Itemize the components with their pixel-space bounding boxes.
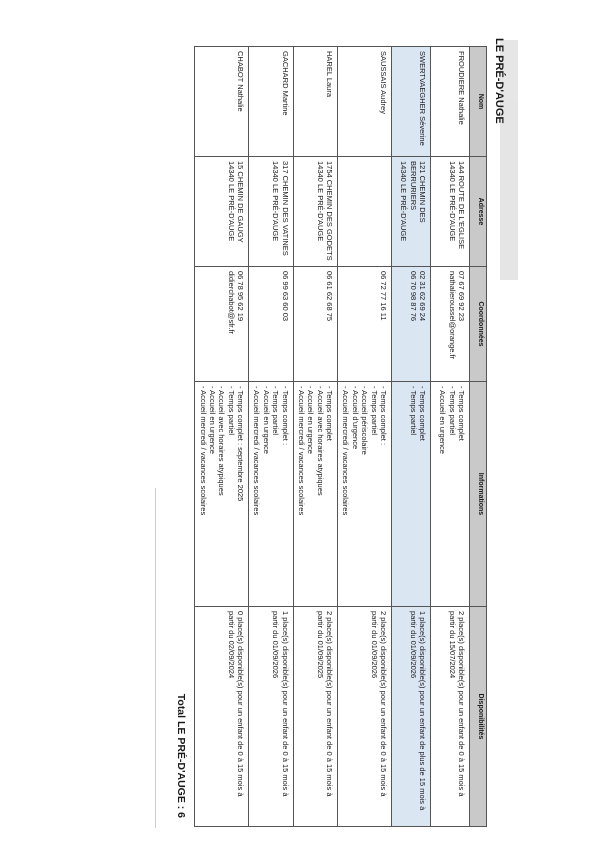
adresse-line: 14340 LE PRÉ-D'AUGE [399,161,409,242]
coordonnees-line: 06 99 63 60 03 [280,271,290,322]
table-row [293,47,338,827]
cell-informations [431,382,470,607]
informations-line: - Accueil mercredi / vacances scolaires [198,386,208,516]
coordonnees-line: 02 31 62 69 24 [418,271,427,322]
disponibilites-line: partir du 01/09/2026 [408,611,418,679]
cell-disponibilites [293,607,338,827]
disponibilites-line: 1 place(s) disponible(s) pour un enfant de plus de 15 mois à [418,611,427,811]
informations-line: - Accueil en urgence [208,386,217,454]
table-row [392,47,431,827]
cell-nom: SAUSSAIS Audrey [338,47,392,157]
adresse-line: 144 ROUTE DE L'EGLISE [457,161,466,250]
informations-line: - Temps complet : [280,386,290,446]
cell-informations [338,382,392,607]
informations-line: - Accueil mercredi / vacances scolaires [341,386,351,516]
disponibilites-line: 2 place(s) disponible(s) pour un enfant de 0 à 15 mois à [325,611,335,797]
cell-disponibilites [431,607,470,827]
disponibilites-line: 2 place(s) disponible(s) pour un enfant de 0 à 15 mois à [379,611,388,797]
cell-coordonnees [392,267,431,382]
adresse-line: 1754 CHEMIN DES GODETS [325,161,335,261]
cell-adresse [249,157,294,267]
document-title: LE PRÉ-D'AUGE [493,38,505,124]
cell-coordonnees [431,267,470,382]
informations-line: - Temps complet [457,386,466,441]
cell-nom: HAREL Laura [293,47,338,157]
cell-informations [249,382,294,607]
informations-line: - Temps complet [325,386,335,441]
cell-nom: SWERTVAEGHER Séverine [392,47,431,157]
disponibilites-line: partir du 15/07/2024 [447,611,457,679]
cell-disponibilites [249,607,294,827]
adresse-line: 14340 LE PRÉ-D'AUGE [271,161,281,242]
coordonnees-line: nathalieroussel@orange.fr [447,271,457,360]
cell-nom: GACHARD Martine [249,47,294,157]
cell-informations [293,382,338,607]
cell-adresse [195,157,249,267]
cell-coordonnees [249,267,294,382]
table-row [249,47,294,827]
adresse-line: 14340 LE PRÉ-D'AUGE [226,161,236,242]
coordonnees-line: 06 70 98 87 76 [408,271,418,322]
adresse-line: 14340 LE PRÉ-D'AUGE [447,161,457,242]
disponibilites-line: partir du 02/09/2024 [226,611,236,679]
coordonnees-line: didierchabot@sfr.fr [226,271,236,335]
informations-line: - Accueil d'urgence [350,386,360,450]
informations-line: - Accueil en urgence [261,386,271,454]
adresse-line: 15 CHEMIN DE GAUGY [236,161,246,243]
informations-line: - Temps partiel [447,386,457,436]
disponibilites-line: partir du 01/09/2025 [315,611,325,679]
coordonnees-line: 06 78 95 62 19 [236,271,246,322]
table-row [431,47,470,827]
cell-adresse [293,157,338,267]
disponibilites-line: 1 place(s) disponible(s) pour un enfant de 0 à 15 mois à [280,611,290,797]
informations-line: - Temps partiel [226,386,236,436]
coordonnees-line: 07 67 69 92 23 [457,271,466,322]
table-row [338,47,392,827]
disponibilites-line: partir du 01/09/2026 [271,611,281,679]
informations-line: - Accueil mercredi / vacances scolaires [252,386,262,516]
cell-informations [392,382,431,607]
header-disponibilites: Disponibilités [470,607,487,827]
coordonnees-line: 06 72 77 16 11 [379,271,388,321]
adresse-line: 14340 LE PRÉ-D'AUGE [315,161,325,242]
cell-nom: FROUDIERE Nathalie [431,47,470,157]
header-adresse: Adresse [470,157,487,267]
cell-coordonnees [195,267,249,382]
cell-adresse [338,157,392,267]
cell-adresse [431,157,470,267]
disponibilites-line: 0 place(s) disponible(s) pour un enfant de 0 à 15 mois à [236,611,246,797]
childminder-table [194,46,487,827]
rotated-document [165,38,505,828]
header-informations: Informations [470,382,487,607]
informations-line: - Accueil avec horaires atypiques [315,386,325,496]
cell-coordonnees [293,267,338,382]
informations-line: - Temps complet [418,386,427,441]
adresse-line: 317 CHEMIN DES VATINES [280,161,290,256]
table-body [195,47,470,827]
informations-line: - Accueil en urgence [306,386,316,454]
cell-disponibilites [338,607,392,827]
informations-line: - Temps partiel [369,386,379,436]
header-coordonnees: Coordonnées [470,267,487,382]
cell-adresse [392,157,431,267]
cell-coordonnees [338,267,392,382]
informations-line: - Accueil avec horaires atypiques [217,386,227,496]
cell-disponibilites [392,607,431,827]
header-nom: Nom [470,47,487,157]
informations-line: - Temps complet : septembre 2025 [236,386,246,502]
table-header-row [470,47,487,827]
disponibilites-line: partir du 01/09/2026 [369,611,379,679]
informations-line: - Temps partiel [271,386,281,436]
informations-line: - Accueil mercredi / vacances scolaires [297,386,306,516]
adresse-line: 121 CHEMIN DES BERRURIERS [408,161,427,223]
informations-line: - Accueil périscolaire [360,386,370,455]
scan-fold-line [155,488,156,828]
informations-line: - Temps complet : [379,386,388,446]
informations-line: - Accueil en urgence [438,386,448,454]
table-row [195,47,249,827]
informations-line: - Temps partiel [408,386,418,436]
cell-informations [195,382,249,607]
disponibilites-line: 2 place(s) disponible(s) pour un enfant de 0 à 15 mois à [457,611,466,797]
cell-disponibilites [195,607,249,827]
coordonnees-line: 06 61 62 68 75 [325,271,335,322]
total-count: Total LE PRÉ-D'AUGE : 6 [175,693,187,818]
cell-nom: CHABOT Nathalie [195,47,249,157]
